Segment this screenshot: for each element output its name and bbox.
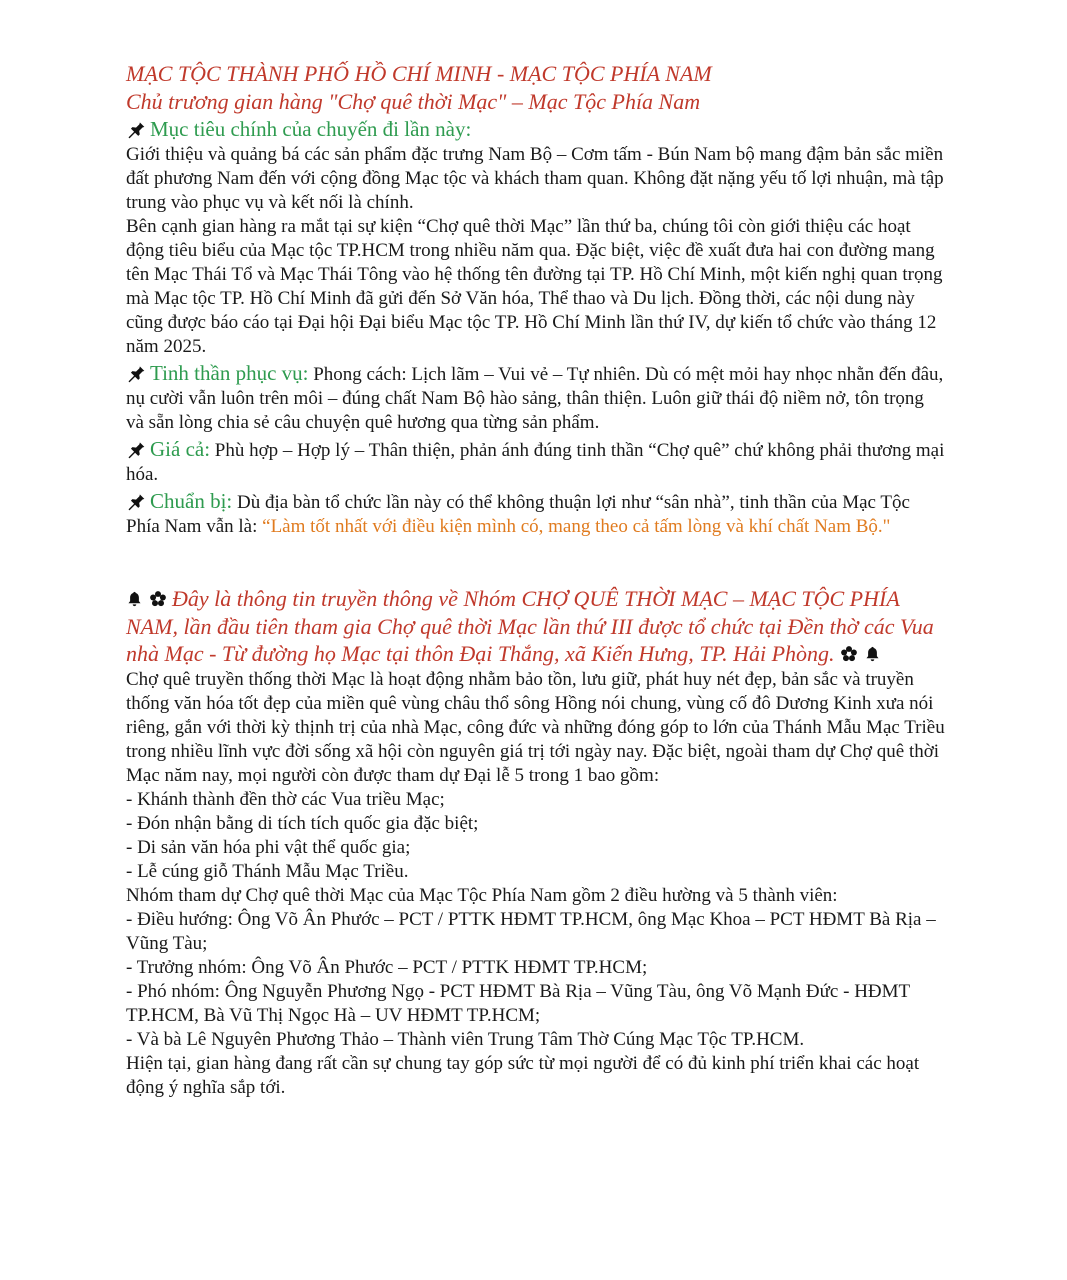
document-subtitle: Chủ trương gian hàng "Chợ quê thời Mạc" – Mạc Tộc Phía Nam	[126, 89, 701, 114]
price-block	[126, 437, 946, 487]
list-item: - Lễ cúng giỗ Thánh Mẫu Mạc Triều.	[126, 860, 409, 882]
pushpin-icon	[126, 439, 146, 459]
preparation-quote: “Làm tốt nhất với điều kiện mình có, mang theo cả tấm lòng và khí chất Nam Bộ."	[262, 516, 891, 537]
pushpin-icon	[126, 119, 146, 139]
service-spirit-text: Phong cách: Lịch lãm – Vui vẻ – Tự nhiên. Dù có mệt mỏi hay nhọc nhằn đến đâu, nụ cười vẫn luôn trên môi – đúng chất Nam Bộ hào sảng, thân thiện. Luôn giữ thái độ niềm nở, tôn trọng và sẵn lòng chia sẻ câu chuyện quê hương qua từng sản phẩm.	[126, 364, 944, 433]
list-item: - Điều hướng: Ông Võ Ân Phước – PCT / PTTK HĐMT TP.HCM, ông Mạc Khoa – PCT HĐMT Bà Rịa – Vũng Tàu;	[126, 908, 936, 954]
price-text: Phù hợp – Hợp lý – Thân thiện, phản ánh đúng tinh thần “Chợ quê” chứ không phải thương mại hóa.	[126, 440, 945, 485]
list-item: - Phó nhóm: Ông Nguyễn Phương Ngọ - PCT HĐMT Bà Rịa – Vũng Tàu, ông Võ Mạnh Đức - HĐMT TP.HCM, Bà Vũ Thị Ngọc Hà – UV HĐMT TP.HCM;	[126, 980, 910, 1026]
member-list	[126, 908, 946, 1052]
goal-paragraph-2: Bên cạnh gian hàng ra mắt tại sự kiện “Chợ quê thời Mạc” lần thứ ba, chúng tôi còn giới thiệu các hoạt động tiêu biểu của Mạc tộc TP.HCM trong nhiều năm qua. Đặc biệt, việc đề xuất đưa hai con đường mang tên Mạc Thái Tổ và Mạc Thái Tông vào hệ thống tên đường tại TP. Hồ Chí Minh, một kiến nghị quan trọng mà Mạc tộc TP. Hồ Chí Minh đã gửi đến Sở Văn hóa, Thể thao và Du lịch. Đồng thời, các nội dung này cũng được báo cáo tại Đại hội Đại biểu Mạc tộc TP. Hồ Chí Minh lần thứ IV, dự kiến tổ chức vào tháng 12 năm 2025.	[126, 216, 943, 357]
goal-heading: Mục tiêu chính của chuyến đi lần này:	[150, 117, 472, 141]
bell-icon	[126, 590, 143, 608]
service-spirit-label: Tinh thần phục vụ:	[150, 361, 309, 385]
list-item: - Khánh thành đền thờ các Vua triều Mạc;	[126, 788, 445, 810]
closing-paragraph: Hiện tại, gian hàng đang rất cần sự chung tay góp sức từ mọi người để có đủ kinh phí triển khai các hoạt động ý nghĩa sắp tới.	[126, 1052, 920, 1098]
announcement-heading-text: Đây là thông tin truyền thông về Nhóm CHỢ QUÊ THỜI MẠC – MẠC TỘC PHÍA NAM, lần đầu tiên tham gia Chợ quê thời Mạc lần thứ III được tổ chức tại Đền thờ các Vua nhà Mạc - Từ đường họ Mạc tại thôn Đại Thắng, xã Kiến Hưng, TP. Hải Phòng.	[126, 586, 934, 666]
document-title: MẠC TỘC THÀNH PHỐ HỒ CHÍ MINH - MẠC TỘC PHÍA NAM	[126, 61, 712, 86]
section-spacer	[126, 539, 946, 585]
list-item: - Và bà Lê Nguyên Phương Thảo – Thành viên Trung Tâm Thờ Cúng Mạc Tộc TP.HCM.	[126, 1028, 805, 1050]
announcement-intro: Chợ quê truyền thống thời Mạc là hoạt động nhằm bảo tồn, lưu giữ, phát huy nét đẹp, bản sắc và truyền thống văn hóa tốt đẹp của miền quê vùng châu thổ sông Hồng nói chung, vùng cố đô Dương Kinh xưa nói riêng, gắn với thời kỳ thịnh trị của nhà Mạc, công đức và những đóng góp to lớn của Thánh Mẫu Mạc Triều trong nhiều lĩnh vực đời sống xã hội còn nguyên giá trị tới ngày nay. Đặc biệt, ngoài tham dự Chợ quê thời Mạc năm nay, mọi người còn được tham dự Đại lễ 5 trong 1 bao gồm:	[126, 668, 945, 786]
event-list	[126, 788, 946, 884]
goal-paragraph-1: Giới thiệu và quảng bá các sản phẩm đặc trưng Nam Bộ – Cơm tấm - Bún Nam bộ mang đậm bản sắc miền đất phương Nam đến với cộng đồng Mạc tộc và khách tham quan. Không đặt nặng yếu tố lợi nhuận, mà tập trung vào phục vụ và kết nối là chính.	[126, 144, 944, 213]
list-item: - Đón nhận bằng di tích tích quốc gia đặc biệt;	[126, 812, 479, 834]
preparation-block	[126, 489, 946, 539]
preparation-text: Dù địa bàn tổ chức lần này có thể không thuận lợi như “sân nhà”, tinh thần của Mạc Tộc Phía Nam vẫn là:	[126, 492, 910, 537]
flower-icon	[840, 645, 858, 663]
bell-icon	[864, 645, 881, 663]
service-spirit-block	[126, 361, 946, 435]
pushpin-icon	[126, 363, 146, 383]
pushpin-icon	[126, 491, 146, 511]
goal-heading-line	[126, 117, 946, 143]
preparation-label: Chuẩn bị:	[150, 489, 233, 513]
group-intro: Nhóm tham dự Chợ quê thời Mạc của Mạc Tộc Phía Nam gồm 2 điều hường và 5 thành viên:	[126, 884, 838, 906]
flower-icon	[149, 590, 167, 608]
announcement-heading	[126, 585, 946, 668]
list-item: - Di sản văn hóa phi vật thể quốc gia;	[126, 836, 411, 858]
document-page	[126, 60, 946, 1100]
list-item: - Trưởng nhóm: Ông Võ Ân Phước – PCT / PTTK HĐMT TP.HCM;	[126, 956, 648, 978]
price-label: Giá cả:	[150, 437, 211, 461]
